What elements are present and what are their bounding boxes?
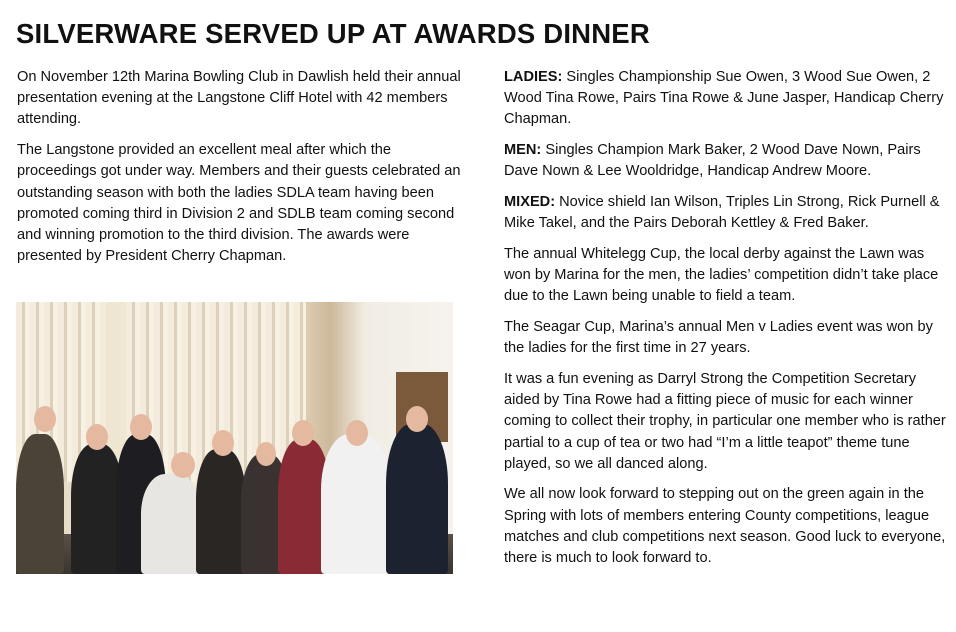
group-photo xyxy=(16,302,453,574)
article-title: SILVERWARE SERVED UP AT AWARDS DINNER xyxy=(16,18,650,49)
mixed-text: Novice shield Ian Wilson, Triples Lin Strong, Rick Purnell & Mike Takel, and the Pairs Deborah Kettley & Fred Baker. xyxy=(504,194,940,232)
whitelegg-paragraph: The annual Whitelegg Cup, the local derby against the Lawn was won by Marina for the men, the ladies’ competition didn’t take place due to the Lawn being unable to field a team. xyxy=(504,245,939,305)
right-column xyxy=(504,67,950,579)
ladies-label: LADIES: xyxy=(504,69,563,85)
men-text: Singles Champion Mark Baker, 2 Wood Dave Nown, Pairs Dave Nown & Lee Wooldridge, Handicap Andrew Moore. xyxy=(504,142,921,180)
fun-evening-paragraph: It was a fun evening as Darryl Strong the Competition Secretary aided by Tina Rowe had a fitting piece of music for each winner coming to collect their trophy, in particular one member who is rather partial to a cup of tea or two had “I’m a little teapot” theme tune played, so we all danced along. xyxy=(504,370,946,472)
intro-paragraph: On November 12th Marina Bowling Club in Dawlish held their annual presentation evening at the Langstone Cliff Hotel with 42 members attending. xyxy=(17,69,461,128)
left-column xyxy=(17,67,463,277)
ladies-text: Singles Championship Sue Owen, 3 Wood Sue Owen, 2 Wood Tina Rowe, Pairs Tina Rowe & June Jasper, Handicap Cherry Chapman. xyxy=(504,69,944,128)
mixed-awards xyxy=(504,192,950,234)
mixed-label: MIXED: xyxy=(504,194,556,211)
closing-paragraph: We all now look forward to stepping out on the green again in the Spring with lots of members entering County competitions, league matches and club competitions next season. Good luck to everyone, there is much to look forward to. xyxy=(504,486,946,567)
seagar-paragraph: The Seagar Cup, Marina’s annual Men v Ladies event was won by the ladies for the first time in 27 years. xyxy=(504,319,933,357)
body-paragraph: The Langstone provided an excellent meal after which the proceedings got under way. Members and their guests celebrated an outstanding season with both the ladies SDLA team having been promoted coming third in Division 2 and SDLB team coming second and winning promotion to the third division. The awards were presented by President Cherry Chapman. xyxy=(17,142,461,265)
men-awards xyxy=(504,140,950,182)
ladies-awards xyxy=(504,67,950,131)
men-label: MEN: xyxy=(504,142,542,159)
